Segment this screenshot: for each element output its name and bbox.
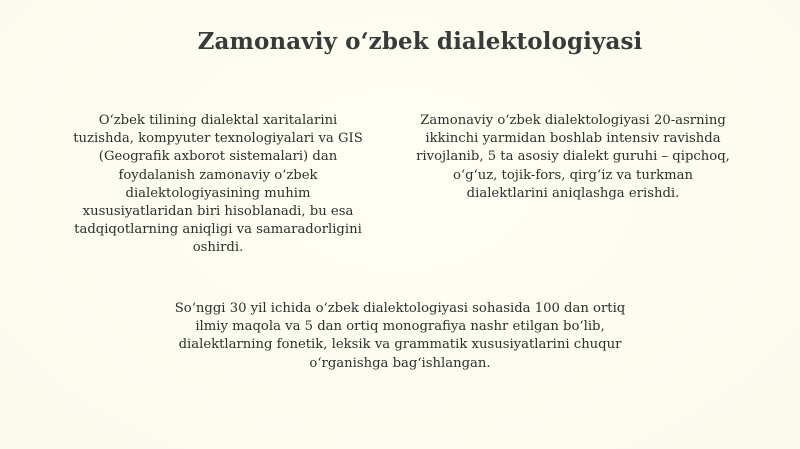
slide-title: Zamonaviy o‘zbek dialektologiyasi — [197, 28, 643, 55]
bottom-paragraph: So‘nggi 30 yil ichida o‘zbek dialektologiyasi sohasida 100 dan ortiq ilmiy maqola va 5 dan ortiq monografiya nashr etilgan bo‘lib, dialektlarning fonetik, leksik va grammatik xususiyatlarini chuqur o‘rganishga bag‘ishlangan. — [174, 301, 626, 371]
right-paragraph: Zamonaviy o‘zbek dialektologiyasi 20-asrning ikkinchi yarmidan boshlab intensiv ravishda rivojlanib, 5 ta asosiy dialekt guruhi – qipchoq, o‘g‘uz, tojik-fors, qirg‘iz va turkman dialektlarini aniqlashga erishdi. — [416, 113, 730, 201]
left-paragraph: O‘zbek tilining dialektal xaritalarini tuzishda, kompyuter texnologiyalari va GIS (Geografik axborot sistemalari) dan foydalanish zamonaviy o‘zbek dialektologiyasining muhim xususiyatlaridan biri hisoblanadi, bu esa tadqiqotlarning aniqligi va samaradorligini oshirdi. — [73, 113, 363, 256]
